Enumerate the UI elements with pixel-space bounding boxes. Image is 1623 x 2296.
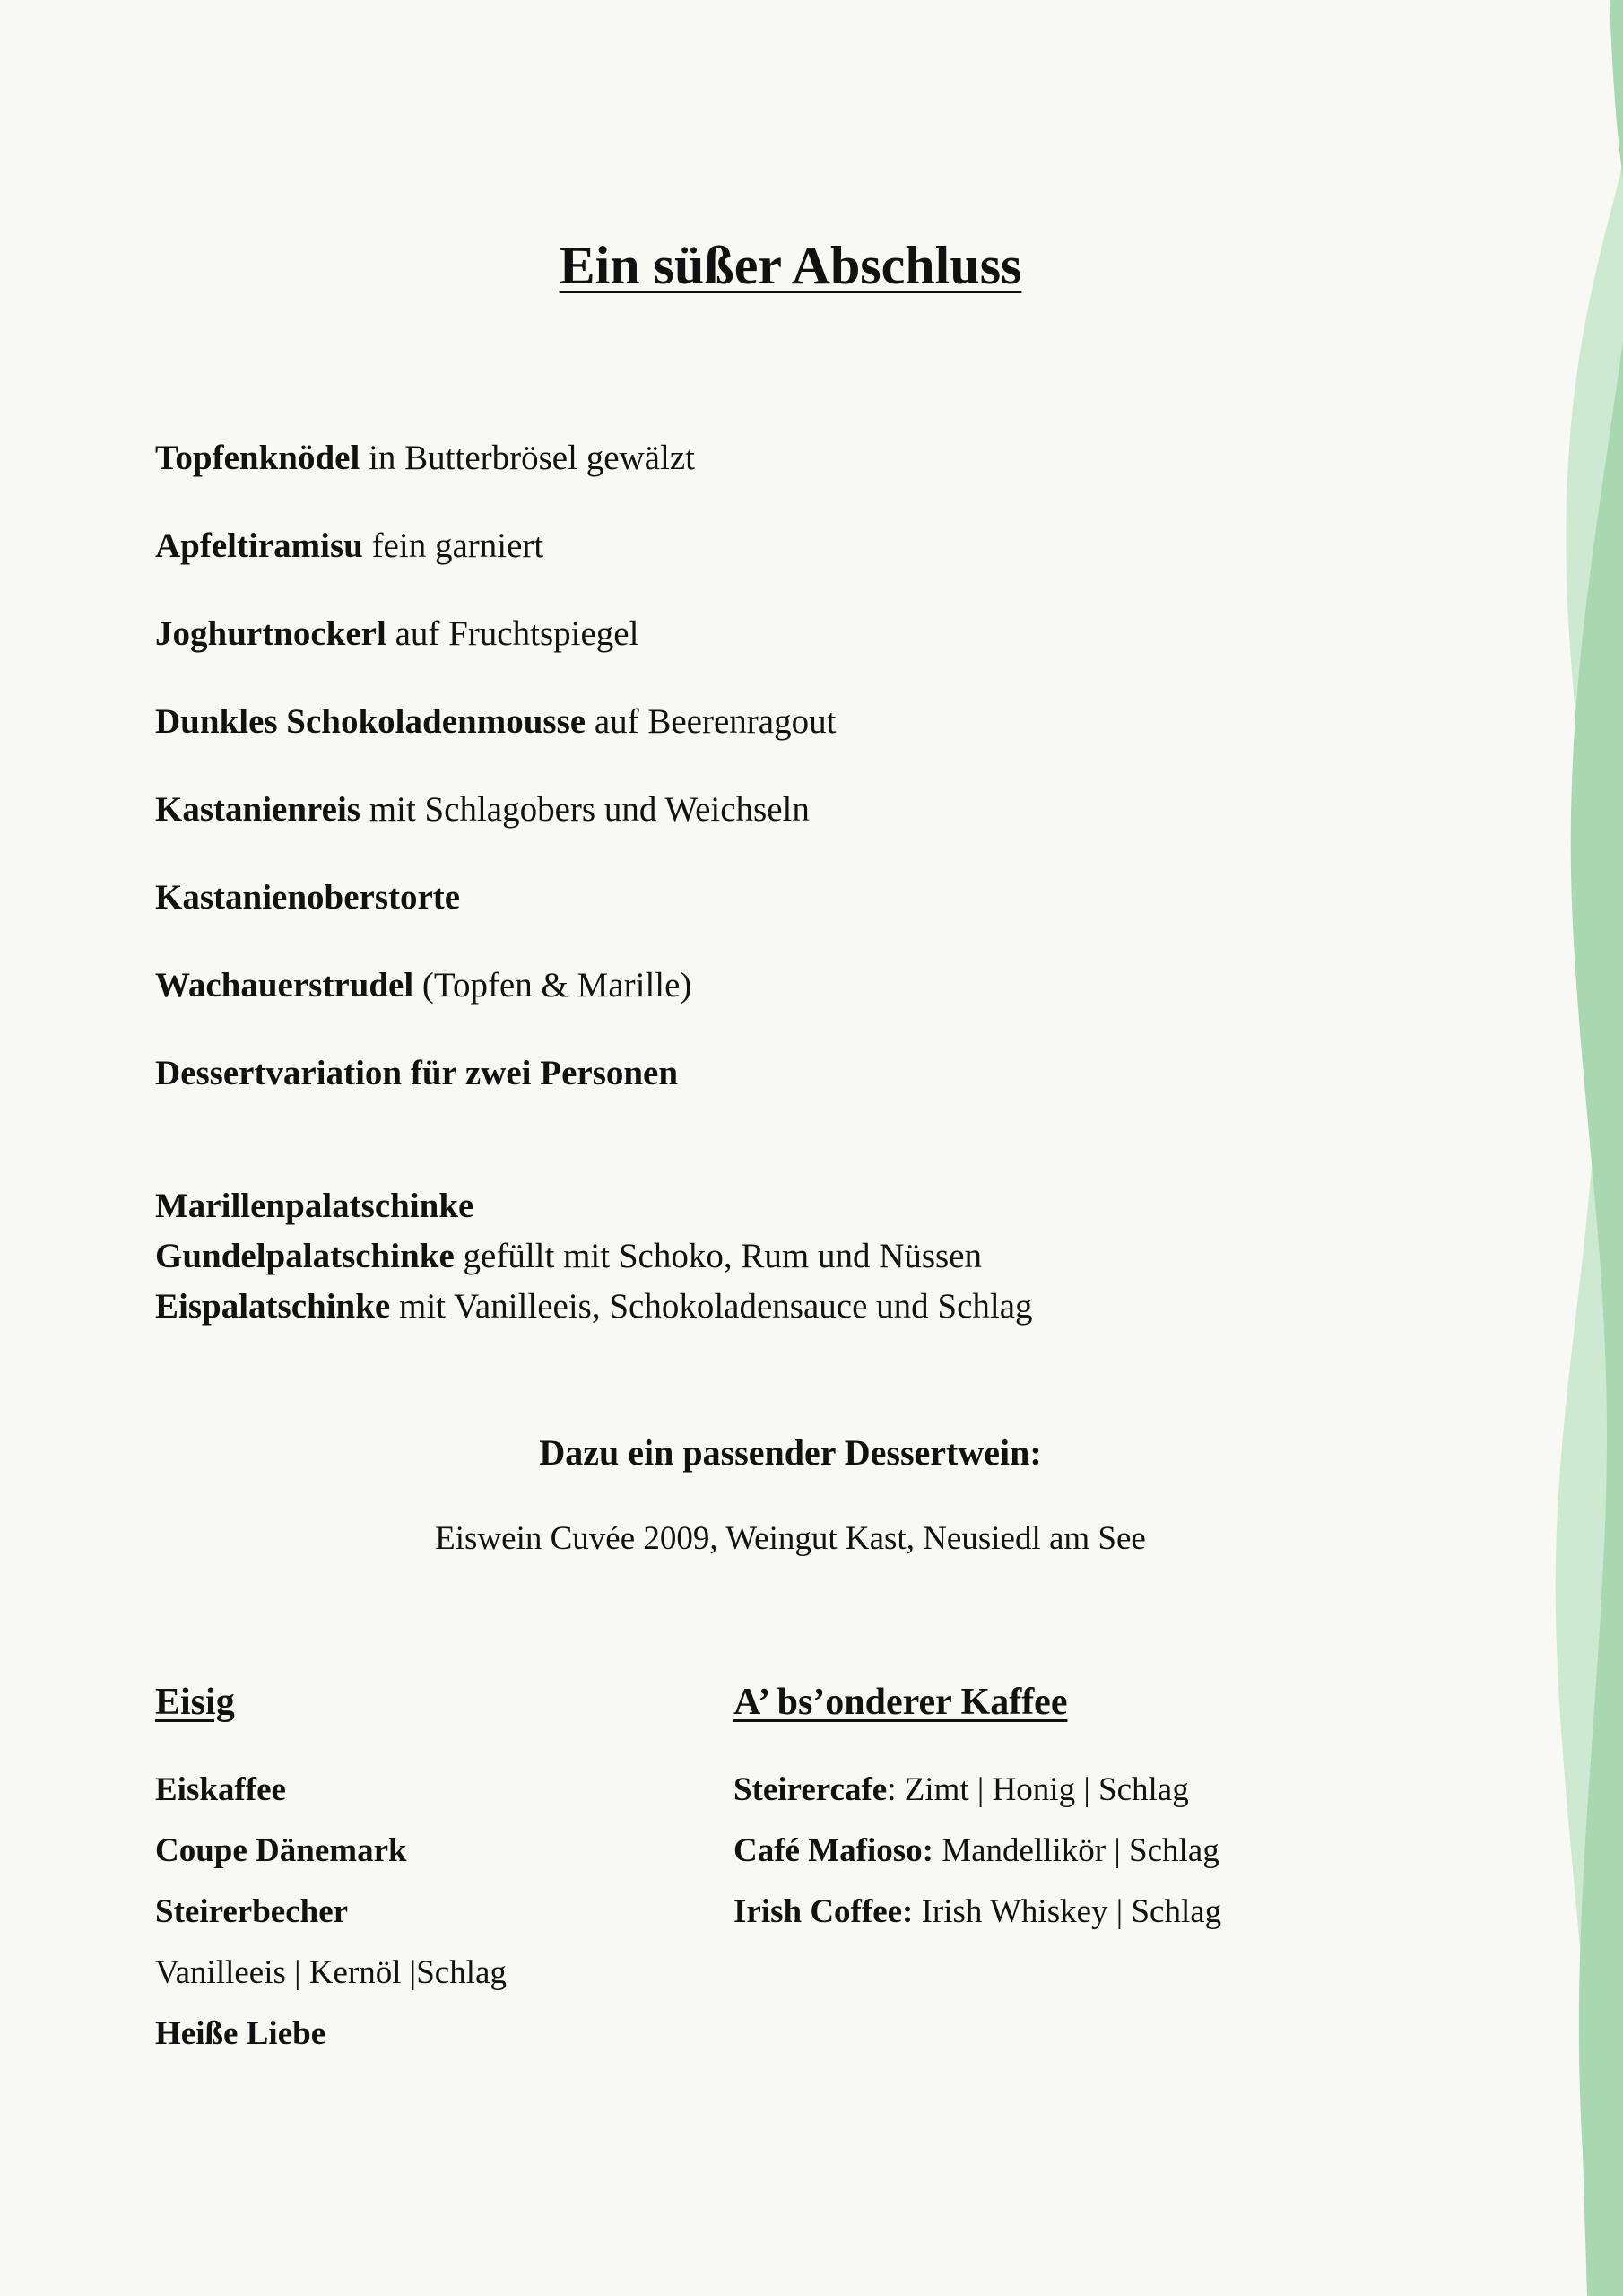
dessert-name: Dessertvariation für zwei Personen xyxy=(155,1054,679,1092)
wine-heading: Dazu ein passender Dessertwein: xyxy=(539,1432,1042,1473)
dessert-desc: auf Beerenragout xyxy=(586,702,837,741)
decorative-wave-border xyxy=(1506,0,1623,2296)
eisig-name: Coupe Dänemark xyxy=(155,1832,407,1869)
kaffee-name: Steirercafe xyxy=(733,1771,888,1808)
dessert-item xyxy=(155,789,810,831)
palatschinke-desc: mit Vanilleeis, Schokoladensauce und Schlag xyxy=(390,1287,1033,1326)
dessert-item xyxy=(155,701,836,743)
kaffee-desc: Irish Whiskey | Schlag xyxy=(913,1893,1222,1930)
dessert-item xyxy=(155,438,695,479)
eisig-item xyxy=(155,1831,407,1872)
kaffee-item xyxy=(733,1831,1219,1872)
eisig-item xyxy=(155,1892,348,1933)
kaffee-name: Irish Coffee: xyxy=(733,1893,914,1930)
dessert-desc: auf Fruchtspiegel xyxy=(386,614,639,653)
eisig-name: Steirerbecher xyxy=(155,1893,349,1930)
dessert-item xyxy=(155,965,691,1006)
dessert-item xyxy=(155,613,638,655)
eisig-name: Heiße Liebe xyxy=(155,2015,326,2052)
dessert-desc: fein garniert xyxy=(362,526,544,565)
palatschinke-name: Gundelpalatschinke xyxy=(155,1237,455,1275)
dessert-name: Joghurtnockerl xyxy=(155,614,386,653)
eisig-name: Eiskaffee xyxy=(155,1771,286,1808)
eisig-item xyxy=(155,1770,286,1811)
palatschinke-name: Marillenpalatschinke xyxy=(155,1187,474,1225)
eisig-heading: Eisig xyxy=(155,1682,235,1723)
kaffee-desc: : Zimt | Honig | Schlag xyxy=(887,1771,1189,1808)
eisig-desc: Vanilleeis | Kernöl |Schlag xyxy=(155,1954,507,1991)
palatschinke-name: Eispalatschinke xyxy=(155,1287,391,1326)
kaffee-item xyxy=(733,1892,1221,1933)
palatschinke-item xyxy=(155,1236,982,1277)
dessert-name: Topfenknödel xyxy=(155,439,360,477)
page-title: Ein süßer Abschluss xyxy=(559,236,1022,295)
dessert-desc: mit Schlagobers und Weichseln xyxy=(360,790,810,829)
dessert-desc: (Topfen & Marille) xyxy=(413,966,692,1004)
dessert-item xyxy=(155,1053,678,1094)
dessert-name: Apfeltiramisu xyxy=(155,526,363,565)
palatschinke-item xyxy=(155,1186,473,1227)
palatschinke-desc: gefüllt mit Schoko, Rum und Nüssen xyxy=(454,1237,983,1275)
dessert-name: Kastanienreis xyxy=(155,790,360,829)
dessert-desc: in Butterbrösel gewälzt xyxy=(360,439,695,477)
eisig-item xyxy=(155,2013,325,2055)
dessert-name: Kastanienoberstorte xyxy=(155,878,461,917)
dessert-item xyxy=(155,877,460,918)
kaffee-item xyxy=(733,1770,1189,1811)
dessert-name: Wachauerstrudel xyxy=(155,966,414,1004)
dessert-item xyxy=(155,526,543,567)
palatschinke-item xyxy=(155,1286,1033,1327)
eisig-item xyxy=(155,1952,507,1994)
wine-text: Eiswein Cuvée 2009, Weingut Kast, Neusiedl am See xyxy=(435,1520,1146,1557)
dessert-name: Dunkles Schokoladenmousse xyxy=(155,702,586,741)
kaffee-heading: A’ bs’onderer Kaffee xyxy=(733,1682,1068,1723)
kaffee-name: Café Mafioso: xyxy=(733,1832,933,1869)
kaffee-desc: Mandellikör | Schlag xyxy=(933,1832,1219,1869)
